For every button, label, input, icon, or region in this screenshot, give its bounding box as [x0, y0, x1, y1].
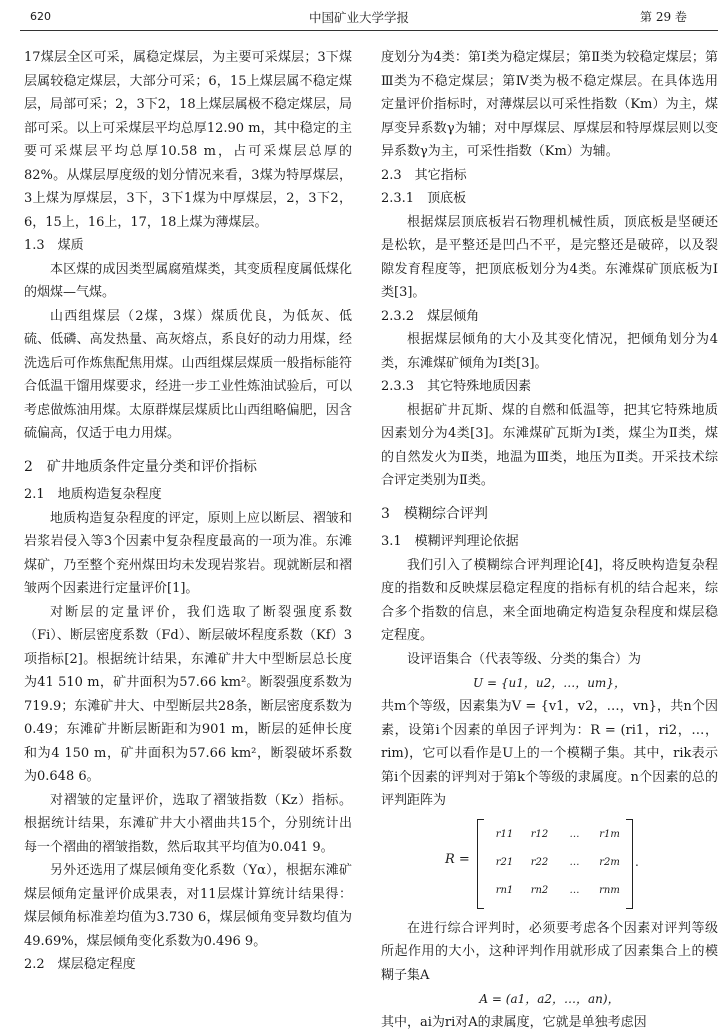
matrix-cell: r12 [530, 829, 549, 840]
section-heading-3: 3 模糊综合评判 [381, 505, 488, 522]
section-heading-1-3: 1.3 煤质 [24, 238, 84, 253]
matrix-cell: r1m [599, 829, 620, 840]
matrix-grid [487, 821, 627, 905]
matrix-cell: … [569, 829, 580, 840]
section-heading-2-1: 2.1 地质构造复杂程度 [24, 487, 162, 502]
matrix-row [487, 877, 627, 905]
matrix-row [487, 849, 627, 877]
paragraph: 共m个等级，因素集为V = {v1，v2，…，vn}，共n个因素，设第i个因素的单因子评判为：R = (ri1，ri2，…，rim)，它可以看作是U上的一个模糊子集。其中，rik表示第i个因素的评判对于第k个等级的隶属度。n个因素的总的评判距阵为 [381, 699, 718, 808]
section-heading-2-3: 2.3 其它指标 [381, 167, 467, 183]
header-rule [20, 30, 718, 31]
matrix-suffix: . [635, 854, 639, 869]
matrix-row [487, 821, 627, 849]
matrix-right-bracket [626, 819, 633, 909]
matrix-cell: r2m [599, 857, 620, 868]
left-column [24, 46, 352, 977]
formula-u-set: U = {u1，u2，…，um}， [473, 676, 626, 690]
paragraph: 山西组煤层（2煤，3煤）煤质优良，为低灰、低硫、低磷、高发热量、高灰熔点，系良好的动力用煤，经洗选后可作炼焦配焦用煤。山西组煤层煤质一般指标能符合低温干馏用煤要求，经进一步工业性炼油试验后，可以考虑做炼油用煤。太原群煤层煤质比山西组略偏肥，因含硫偏高，仅适于电力用煤。 [24, 308, 352, 441]
paragraph: 我们引入了模糊综合评判理论[4]，将反映构造复杂程度的指数和反映煤层稳定程度的指标有机的结合起来，综合多个指数的信息，来全面地确定构造复杂程度和煤层稳定程度。 [381, 557, 718, 643]
paragraph: 另外还选用了煤层倾角变化系数（Yα），根据东滩矿煤层倾角定量评价成果表，对11层煤计算统计结果得：煤层倾角标准差均值为3.730 6，煤层倾角变异数均值为49.69%，煤层倾角变化系数为0.496 9。 [24, 863, 352, 949]
matrix-cell: … [569, 885, 580, 896]
matrix-cell: r22 [530, 857, 549, 868]
paragraph: 对褶皱的定量评价，选取了褶皱指数（Kz）指标。根据统计结果，东滩矿井大小褶曲共15个，分别统计出每一个褶曲的褶皱指数，然后取其平均值为0.041 9。 [24, 792, 352, 855]
matrix-cell: rn1 [495, 885, 514, 896]
matrix-cell: r11 [495, 829, 514, 840]
matrix-cell: r21 [495, 857, 514, 868]
formula-a-set: A = (a1，a2，…，an)， [479, 992, 620, 1006]
paragraph: 度划分为4类：第Ⅰ类为稳定煤层；第Ⅱ类为较稳定煤层；第Ⅲ类为不稳定煤层；第Ⅳ类为极不稳定煤层。在具体选用定量评价指标时，对薄煤层以可采性指数（Km）为主，煤厚变异系数γ为辅；对中厚煤层、厚煤层和特厚煤层则以变异系数γ为主，可采性指数（Km）为辅。 [381, 50, 718, 159]
journal-title: 中国矿业大学学报 [308, 10, 409, 25]
paragraph: 设评语集合（代表等级、分类的集合）为 [407, 651, 642, 667]
matrix-cell: … [569, 857, 580, 868]
paragraph: 根据矿井瓦斯、煤的自燃和低温等，把其它特殊地质因素划分为4类[3]。东滩煤矿瓦斯为Ⅰ类，煤尘为Ⅱ类，煤的自然发火为Ⅱ类，地温为Ⅲ类，地压为Ⅱ类。开采技术综合评定类别为Ⅱ类。 [381, 402, 718, 488]
paragraph: 根据煤层顶底板岩石物理机械性质，顶底板是坚硬还是松软，是平整还是凹凸不平，是完整还是破碎，以及裂隙发育程度等，把顶底板划分为4类。东滩煤矿顶底板为Ⅰ类[3]。 [381, 214, 718, 300]
page-number: 620 [30, 10, 51, 23]
paragraph: 17煤层全区可采，属稳定煤层，为主要可采煤层；3下煤层属较稳定煤层，大部分可采；6，15上煤层属不稳定煤层，局部可采；2，3下2，18上煤层属极不稳定煤层，局部可采。以上可采煤层平均总厚12.90 m，其中稳定的主要可采煤层平均总厚10.58 m，占可采煤层总厚的82%。从煤层厚度级的划分情况来看，3煤为特厚煤层，3上煤为厚煤层，3下，3下1煤为中厚煤层，2，3下2，6，15上，16上，17，18上煤为薄煤层。 [24, 50, 352, 230]
section-heading-2: 2 矿井地质条件定量分类和评价指标 [24, 458, 257, 475]
paragraph: 本区煤的成因类型属腐殖煤类，其变质程度属低煤化的烟煤—气煤。 [24, 261, 352, 300]
paragraph: 根据煤层倾角的大小及其变化情况，把倾角划分为4类，东滩煤矿倾角为Ⅰ类[3]。 [381, 332, 718, 371]
running-header [0, 0, 718, 33]
evaluation-matrix [381, 819, 718, 909]
paragraph: 在进行综合评判时，必须要考虑各个因素对评判等级所起作用的大小，这种评判作用就形成了因素集合上的模糊子集A [381, 920, 718, 983]
section-heading-3-1: 3.1 模糊评判理论依据 [381, 534, 519, 549]
paragraph: 地质构造复杂程度的评定，原则上应以断层、褶皱和岩浆岩侵入等3个因素中复杂程度最高的一项为准。东滩煤矿，乃至整个兖州煤田均未发现岩浆岩。现就断层和褶皱两个因素进行定量评价[1]。 [24, 510, 352, 596]
section-heading-2-2: 2.2 煤层稳定程度 [24, 957, 136, 972]
matrix-label: R = [445, 851, 470, 867]
matrix-cell: rn2 [530, 885, 549, 896]
paragraph: 对断层的定量评价，我们选取了断裂强度系数（Fi）、断层密度系数（Fd）、断层破坏程度系数（Kf）3项指标[2]。根据统计结果，东滩矿井大中型断层总长度为41 510 m，矿井面积为57.66 km²。断裂强度系数为719.9；东滩矿井大、中型断层共28条，断层密度系数为0.49；东滩矿井断层断距和为901 m，断层的延伸长度和为4 150 m，矿井面积为57.66 km²，断裂破坏系数为0.648 6。 [24, 604, 352, 784]
volume-label: 第 29 卷 [640, 10, 687, 24]
section-heading-2-3-1: 2.3.1 顶底板 [381, 191, 467, 206]
section-heading-2-3-2: 2.3.2 煤层倾角 [381, 308, 480, 324]
paragraph: 其中，ai为ri对A的隶属度，它就是单独考虑因 [381, 1015, 647, 1030]
matrix-left-bracket [477, 819, 484, 909]
right-column [381, 46, 718, 1035]
matrix-cell: rnm [599, 885, 620, 896]
section-heading-2-3-3: 2.3.3 其它特殊地质因素 [381, 379, 532, 394]
